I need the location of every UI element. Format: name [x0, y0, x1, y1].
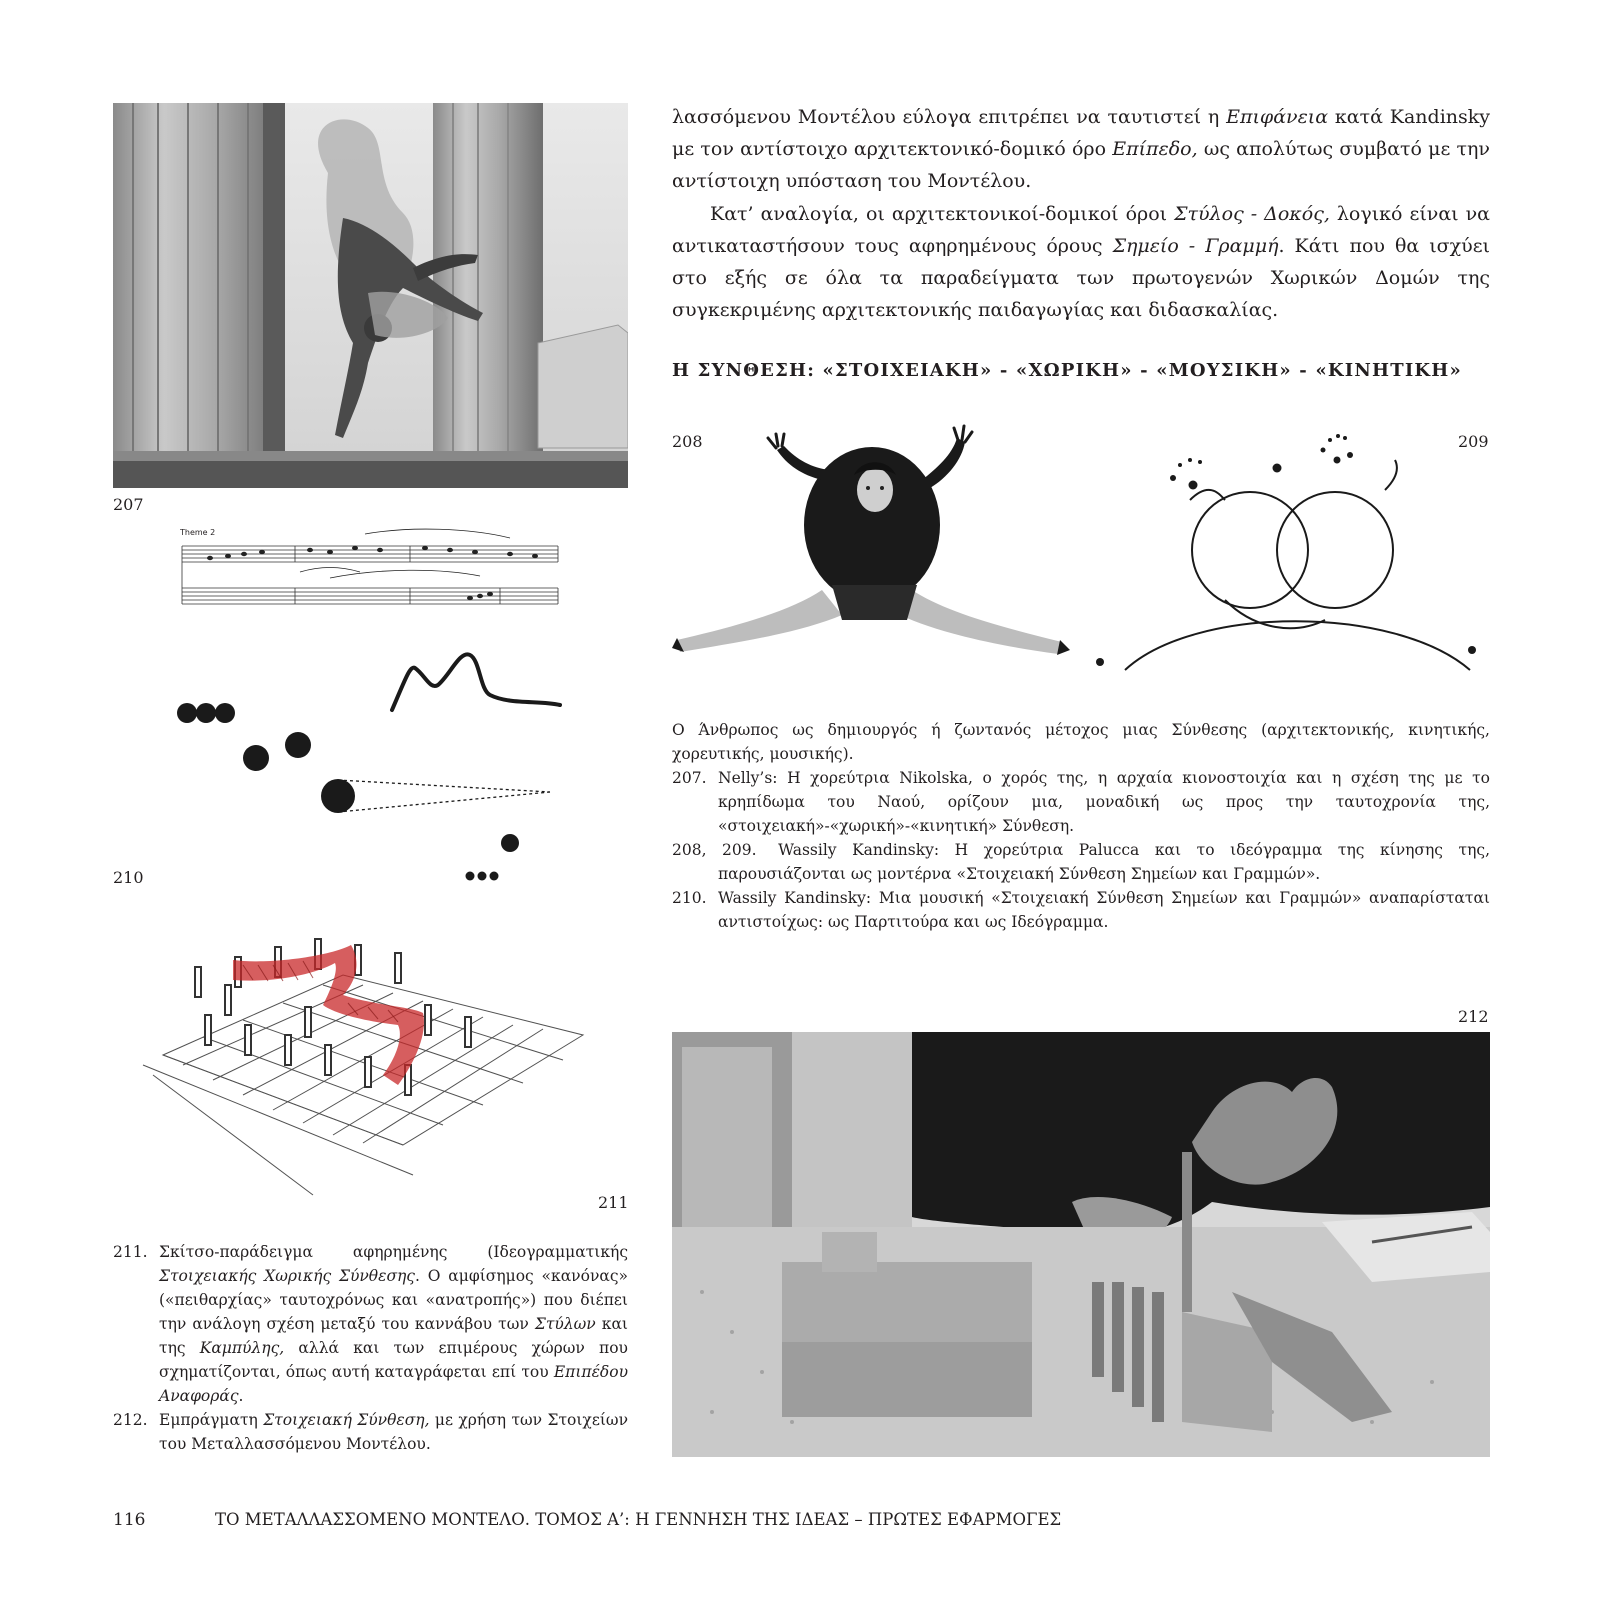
text-run: αλλά και των επιμέρους χώρων που σχηματίζονται, όπως αυτή καταγράφεται επί του	[159, 1339, 628, 1381]
text-run: .	[238, 1387, 244, 1405]
figure-207-photo	[113, 103, 628, 488]
figure-207-number: 207	[113, 495, 144, 514]
italic-run: Επίπεδο,	[1112, 138, 1198, 160]
body-paragraph-1	[672, 101, 1490, 197]
body-paragraph-2	[672, 198, 1490, 326]
figure-208-number: 208	[672, 432, 703, 451]
page-number: 116	[113, 1510, 146, 1530]
italic-run: Στύλος - Δοκός,	[1174, 203, 1330, 225]
caption-intro: Ο Άνθρωπος ως δημιουργός ή ζωντανός μέτοχος μιας Σύνθεσης (αρχιτεκτονικής, κινητικής, χορευτικής, μουσικής).	[672, 721, 1490, 763]
figure-210-number: 210	[113, 868, 144, 887]
figure-210-ideogram	[170, 650, 570, 890]
figure-209-dot-right	[1468, 646, 1476, 654]
text-run: λογικό είναι να αντικαταστήσουν τους αφηρημένους όρους	[672, 203, 1490, 257]
caption-207-number: 207.	[672, 769, 707, 787]
captions-right	[672, 718, 1490, 934]
caption-207-text: Nelly’s: Η χορεύτρια Nikolska, ο χορός της, η αρχαία κιονοστοιχία και η σχέση της με το κρηπίδωμα του Ναού, ορίζουν μια, μοναδική ως προς την ταυτοχρονία της, «στοιχειακή»-«χωρική»-«κινητική» Σύνθεση.	[718, 769, 1490, 835]
figure-209-number: 209	[1458, 432, 1489, 451]
caption-210	[672, 886, 1490, 934]
caption-212	[113, 1408, 628, 1456]
caption-212-text	[159, 1411, 628, 1453]
caption-208-209	[672, 838, 1490, 886]
italic-run: Επιπέδου Αναφοράς	[159, 1363, 628, 1405]
caption-208-209-number: 208, 209.	[672, 841, 757, 859]
captions-left	[113, 1240, 628, 1456]
italic-run: Στοιχειακής Χωρικής Σύνθεσης	[159, 1267, 415, 1285]
caption-212-number: 212.	[113, 1411, 148, 1429]
figure-210-score	[180, 528, 560, 623]
figure-211-number: 211	[598, 1193, 629, 1212]
figure-212-number: 212	[1458, 1007, 1489, 1026]
italic-run: Στοιχειακή Σύνθεση,	[263, 1411, 430, 1429]
caption-208-209-text: Wassily Kandinsky: Η χορεύτρια Palucca και το ιδεόγραμμα της κίνησης της, παρουσιάζονται ως μοντέρνα «Στοιχειακή Σύνθεση Σημείων και Γραμμών».	[718, 841, 1490, 883]
text-run: . Ο αμφίσημος «κανόνας» («πειθαρχίας» ταυτοχρόνως και «ανατροπής») που διέπει την ανάλογη σχέση μεταξύ του καννάβου των	[159, 1267, 628, 1333]
text-run: ως απολύτως συμβατό με την αντίστοιχη υπόσταση του Μοντέλου.	[672, 138, 1490, 192]
italic-run: Σημείο - Γραμμή	[1112, 235, 1279, 257]
caption-211-text	[159, 1243, 628, 1405]
figure-209-dot-left	[1096, 658, 1104, 666]
italic-run: Στύλων	[534, 1315, 596, 1333]
section-heading: Η ΣΥΝΘΕΣΗ: «ΣΤΟΙΧΕΙΑΚΗ» - «ΧΩΡΙΚΗ» - «ΜΟΥΣΙΚΗ» - «ΚΙΝΗΤΙΚΗ»	[672, 360, 1462, 381]
text-run: λασσόμενου Μοντέλου εύλογα επιτρέπει να ταυτιστεί η	[672, 106, 1227, 128]
text-run: με χρήση των Στοιχείων του Μεταλλασσόμενου Μοντέλου.	[159, 1411, 628, 1453]
text-run: Εμπράγματη	[159, 1411, 264, 1429]
figure-211-sketch	[113, 925, 593, 1205]
caption-210-number: 210.	[672, 889, 707, 907]
figure-208-photo	[672, 420, 1092, 680]
italic-run: Επιφάνεια	[1226, 106, 1329, 128]
caption-211-number: 211.	[113, 1243, 148, 1261]
figure-212-photo	[672, 1032, 1490, 1457]
text-run: κατά Kandinsky με τον αντίστοιχο αρχιτεκτονικό-δομικό όρο	[672, 106, 1491, 160]
text-run: Σκίτσο-παράδειγμα αφηρημένης (Ιδεογραμματικής	[159, 1243, 628, 1261]
caption-207	[672, 766, 1490, 838]
text-run: Κατ’ αναλογία, οι αρχιτεκτονικοί-δομικοί όροι	[710, 203, 1175, 225]
caption-210-text: Wassily Kandinsky: Μια μουσική «Στοιχειακή Σύνθεση Σημείων και Γραμμών» αναπαρίσταται αντιστοίχως: ως Παρτιτούρα και ως Ιδεόγραμμα.	[718, 889, 1490, 931]
text-run: και της	[159, 1315, 628, 1357]
caption-211	[113, 1240, 628, 1408]
score-theme-label: Theme 2	[180, 528, 216, 537]
running-title: ΤΟ ΜΕΤΑΛΛΑΣΣΟΜΕΝΟ ΜΟΝΤΕΛΟ. ΤΟΜΟΣ Α’: Η ΓΕΝΝΗΣΗ ΤΗΣ ΙΔΕΑΣ – ΠΡΩΤΕΣ ΕΦΑΡΜΟΓΕΣ	[215, 1510, 1062, 1529]
italic-run: Καμπύλης,	[199, 1339, 285, 1357]
text-run: . Κάτι που θα ισχύει στο εξής σε όλα τα παραδείγματα των πρωτογενών Χωρικών Δομών της συγκεκριμένης αρχιτεκτονικής παιδαγωγίας και διδασκαλίας.	[672, 235, 1490, 321]
figure-209-ideogram	[1095, 420, 1490, 680]
